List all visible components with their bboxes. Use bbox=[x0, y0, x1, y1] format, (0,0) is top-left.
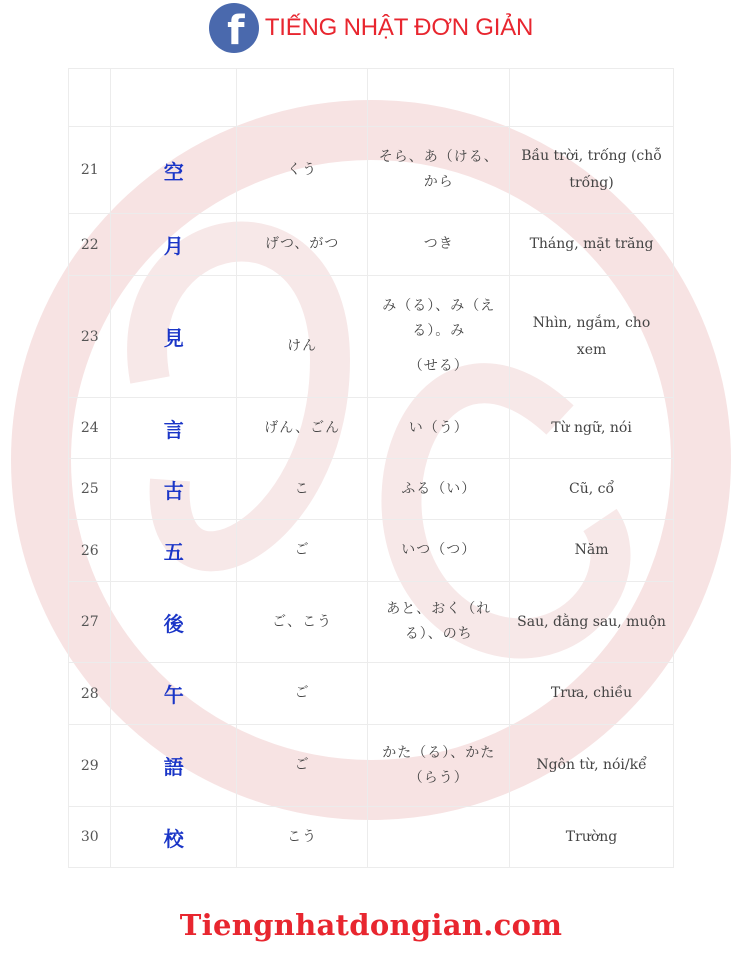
table-cell bbox=[111, 69, 236, 127]
kun-line: ふる（い） bbox=[401, 480, 477, 497]
on-reading: ご bbox=[236, 663, 368, 725]
kun-reading bbox=[368, 663, 510, 725]
kun-reading bbox=[368, 214, 510, 276]
on-reading: ご bbox=[236, 725, 368, 807]
site-header bbox=[0, 0, 742, 56]
table-cell bbox=[69, 69, 111, 127]
table-cell bbox=[368, 69, 510, 127]
table-row bbox=[69, 214, 674, 276]
row-number: 27 bbox=[69, 582, 111, 663]
on-reading: ご、こう bbox=[236, 582, 368, 663]
kanji-character: 五 bbox=[111, 520, 236, 582]
row-number: 21 bbox=[69, 127, 111, 214]
kun-line: そら、あ（ける、 bbox=[378, 149, 499, 165]
kun-reading bbox=[368, 520, 510, 582]
row-number: 23 bbox=[69, 276, 111, 398]
meaning: Sau, đằng sau, muộn bbox=[510, 582, 674, 663]
row-number: 24 bbox=[69, 398, 111, 459]
row-number: 22 bbox=[69, 214, 111, 276]
on-reading: けん bbox=[236, 276, 368, 398]
kun-line: から bbox=[423, 174, 454, 190]
kun-reading bbox=[368, 459, 510, 520]
kun-reading bbox=[368, 398, 510, 459]
kanji-character: 古 bbox=[111, 459, 236, 520]
meaning: Tháng, mặt trăng bbox=[510, 214, 674, 276]
row-number: 30 bbox=[69, 807, 111, 868]
footer-site-link[interactable]: Tiengnhatdongian.com bbox=[179, 908, 563, 942]
kun-reading bbox=[368, 276, 510, 398]
meaning: Từ ngữ, nói bbox=[510, 398, 674, 459]
kanji-character: 午 bbox=[111, 663, 236, 725]
table-row bbox=[69, 582, 674, 663]
kun-line: つき bbox=[423, 236, 454, 252]
kun-line: あと、おく（れ bbox=[386, 601, 492, 617]
kanji-table bbox=[68, 68, 674, 868]
meaning: Trưa, chiều bbox=[510, 663, 674, 725]
row-number: 26 bbox=[69, 520, 111, 582]
kun-line: る）。み bbox=[412, 323, 466, 339]
table-row bbox=[69, 459, 674, 520]
meaning: Trường bbox=[510, 807, 674, 868]
kanji-character: 月 bbox=[111, 214, 236, 276]
kanji-character: 言 bbox=[111, 398, 236, 459]
kun-line: み（る）、み（え bbox=[382, 298, 496, 314]
table-cell bbox=[236, 69, 368, 127]
table-row bbox=[69, 520, 674, 582]
table-row bbox=[69, 663, 674, 725]
on-reading: げつ、がつ bbox=[236, 214, 368, 276]
row-number: 28 bbox=[69, 663, 111, 725]
on-reading: こう bbox=[236, 807, 368, 868]
facebook-icon[interactable]: f bbox=[209, 3, 259, 53]
kanji-character: 見 bbox=[111, 276, 236, 398]
kun-line: る）、のち bbox=[404, 626, 473, 642]
table-row bbox=[69, 276, 674, 398]
kun-reading bbox=[368, 807, 510, 868]
site-title[interactable]: TIẾNG NHẬT ĐƠN GIẢN bbox=[264, 14, 534, 41]
table-row bbox=[69, 725, 674, 807]
kun-line: （せる） bbox=[408, 358, 469, 374]
row-number: 29 bbox=[69, 725, 111, 807]
on-reading: げん、ごん bbox=[236, 398, 368, 459]
meaning: Ngôn từ, nói/kể bbox=[510, 725, 674, 807]
kun-line: かた（る）、かた bbox=[382, 744, 496, 761]
meaning: Nhìn, ngắm, cho xem bbox=[510, 276, 674, 398]
kanji-character: 後 bbox=[111, 582, 236, 663]
kun-line: い（う） bbox=[408, 419, 469, 436]
kun-reading bbox=[368, 127, 510, 214]
kanji-character: 語 bbox=[111, 725, 236, 807]
table-row bbox=[69, 807, 674, 868]
meaning: Năm bbox=[510, 520, 674, 582]
kanji-character: 空 bbox=[111, 127, 236, 214]
table-row-empty bbox=[69, 69, 674, 127]
meaning: Cũ, cổ bbox=[510, 459, 674, 520]
on-reading: くう bbox=[236, 127, 368, 214]
kun-reading bbox=[368, 582, 510, 663]
row-number: 25 bbox=[69, 459, 111, 520]
kun-line: （らう） bbox=[408, 769, 469, 786]
on-reading: こ bbox=[236, 459, 368, 520]
kun-reading bbox=[368, 725, 510, 807]
kanji-character: 校 bbox=[111, 807, 236, 868]
table-row bbox=[69, 127, 674, 214]
kun-line: いつ（つ） bbox=[401, 542, 477, 558]
on-reading: ご bbox=[236, 520, 368, 582]
table-cell bbox=[510, 69, 674, 127]
meaning: Bầu trời, trống (chỗ trống) bbox=[510, 127, 674, 214]
table-row bbox=[69, 398, 674, 459]
